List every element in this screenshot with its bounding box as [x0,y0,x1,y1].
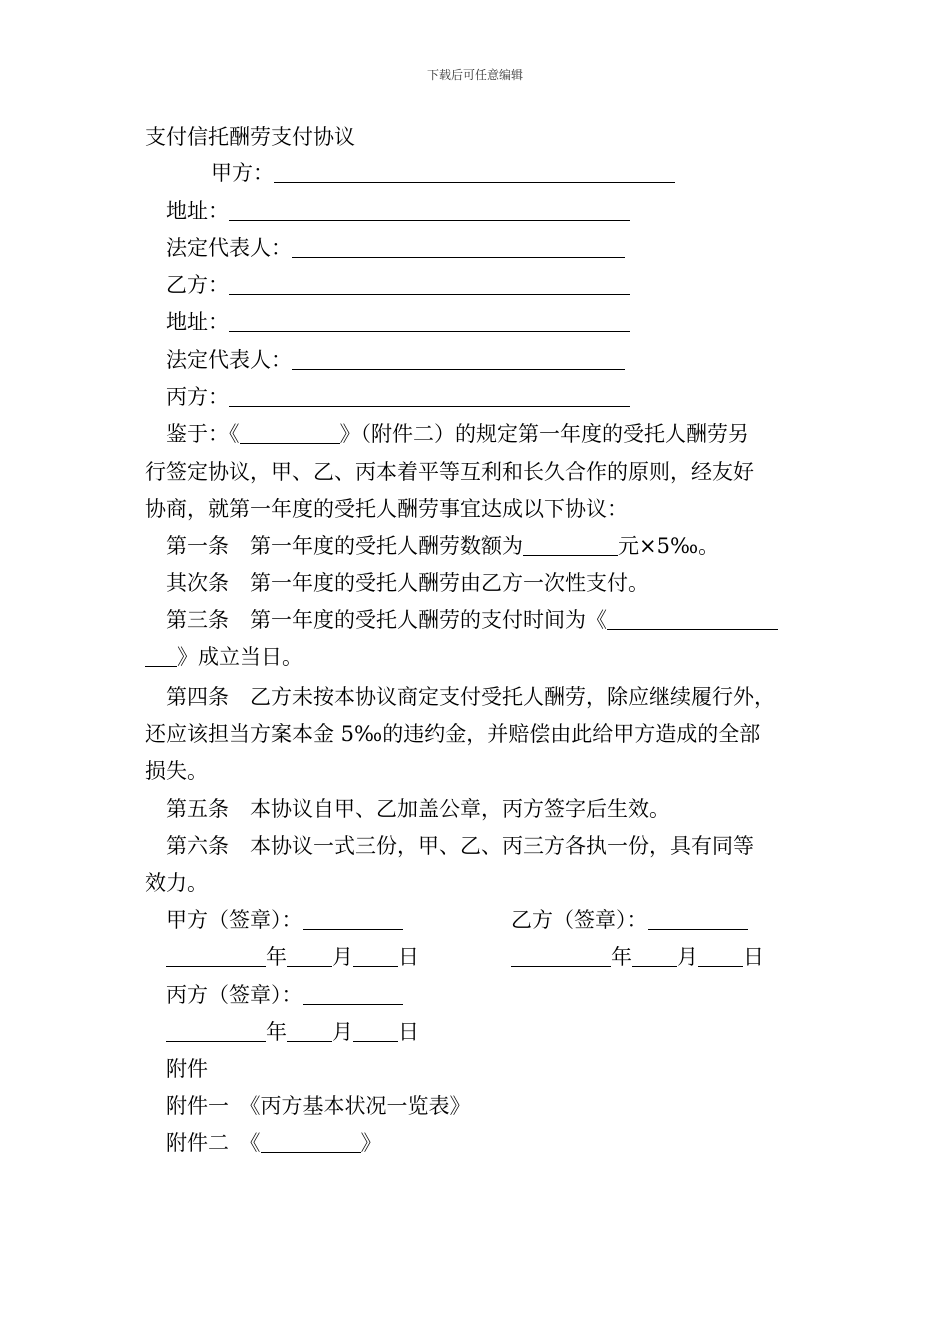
article-3-document-blank-cont[interactable] [145,646,177,667]
header-note: 下载后可任意编辑 [426,68,523,82]
year-blank[interactable] [166,946,266,967]
party-b-signature [511,907,748,933]
party-b-legal-rep-blank[interactable] [292,349,625,370]
party-c-line [166,384,630,410]
party-a-legal-rep-blank[interactable] [292,237,625,258]
party-a-signature [166,907,403,933]
party-b-address-blank[interactable] [229,311,630,332]
month-label: 月 [332,945,353,969]
day-label: 日 [743,945,764,969]
preamble-line-2: 行签定协议，甲、乙、丙本着平等互利和长久合作的原则，经友好 [145,460,754,484]
party-b-blank[interactable] [229,274,630,295]
party-c-label: 丙方： [166,385,229,409]
month-label: 月 [677,945,698,969]
article-4-line-2: 还应该担当方案本金 5‰的违约金，并赔偿由此给甲方造成的全部 [145,722,761,746]
article-3-suffix: 》成立当日。 [177,645,303,669]
party-a-label: 甲方： [211,161,274,185]
party-a-sign-label: 甲方（签章）： [166,908,303,932]
party-a-blank[interactable] [274,162,675,183]
day-blank[interactable] [353,1021,398,1042]
year-label: 年 [266,1020,287,1044]
article-3-document-blank[interactable] [607,609,778,630]
attachments-heading: 附件 [166,1057,208,1081]
party-a-line [211,160,675,186]
day-blank[interactable] [698,946,743,967]
article-3-line-1 [166,607,778,633]
article-6-line-1: 第六条 本协议一式三份，甲、乙、丙三方各执一份，具有同等 [166,834,754,858]
party-b-sign-blank[interactable] [648,909,748,930]
year-label: 年 [266,945,287,969]
attachment-2-blank[interactable] [261,1132,361,1153]
month-blank[interactable] [287,1021,332,1042]
article-1-text: 第一条 第一年度的受托人酬劳数额为 [166,534,523,558]
day-label: 日 [398,1020,419,1044]
party-c-sign-label: 丙方（签章）： [166,983,303,1007]
party-a-legal-rep-line [166,235,625,261]
party-a-sign-blank[interactable] [303,909,403,930]
attachment-1: 附件一 《丙方基本状况一览表》 [166,1094,471,1118]
year-blank[interactable] [166,1021,266,1042]
party-a-date [166,944,419,970]
article-2: 其次条 第一年度的受托人酬劳由乙方一次性支付。 [166,571,649,595]
day-blank[interactable] [353,946,398,967]
party-b-date [511,944,764,970]
address-label: 地址： [166,310,229,334]
preamble-line-1 [166,421,749,447]
article-3-line-2 [145,644,303,670]
legal-rep-label: 法定代表人： [166,236,292,260]
article-5: 第五条 本协议自甲、乙加盖公章，丙方签字后生效。 [166,797,670,821]
year-blank[interactable] [511,946,611,967]
month-blank[interactable] [632,946,677,967]
preamble-line-3: 协商，就第一年度的受托人酬劳事宜达成以下协议： [145,497,628,521]
article-4-line-3: 损失。 [145,759,208,783]
year-label: 年 [611,945,632,969]
article-3-text: 第三条 第一年度的受托人酬劳的支付时间为《 [166,608,607,632]
article-1-amount-blank[interactable] [523,535,618,556]
month-blank[interactable] [287,946,332,967]
day-label: 日 [398,945,419,969]
article-4-line-1: 第四条 乙方未按本协议商定支付受托人酬劳，除应继续履行外， [166,685,775,709]
party-b-address-line [166,309,630,335]
party-a-address-blank[interactable] [229,200,630,221]
party-b-line [166,272,630,298]
preamble-document-blank[interactable] [240,423,340,444]
article-1-suffix: 元×5‰。 [618,534,720,558]
party-c-date [166,1019,419,1045]
article-1 [166,533,719,559]
party-c-signature [166,982,403,1008]
legal-rep-label: 法定代表人： [166,348,292,372]
party-c-blank[interactable] [229,386,630,407]
party-c-sign-blank[interactable] [303,984,403,1005]
attachment-2-suffix: 》 [360,1131,382,1155]
party-b-label: 乙方： [166,273,229,297]
attachment-2-prefix: 附件二 《 [166,1131,261,1155]
preamble-suffix: 》（附件二）的规定第一年度的受托人酬劳另 [339,422,749,446]
party-a-address-line [166,198,630,224]
attachment-2 [166,1130,382,1156]
month-label: 月 [332,1020,353,1044]
preamble-prefix: 鉴于：《 [166,422,240,446]
party-b-legal-rep-line [166,347,625,373]
party-b-sign-label: 乙方（签章）： [511,908,648,932]
address-label: 地址： [166,199,229,223]
document-title: 支付信托酬劳支付协议 [145,125,355,149]
article-6-line-2: 效力。 [145,871,208,895]
